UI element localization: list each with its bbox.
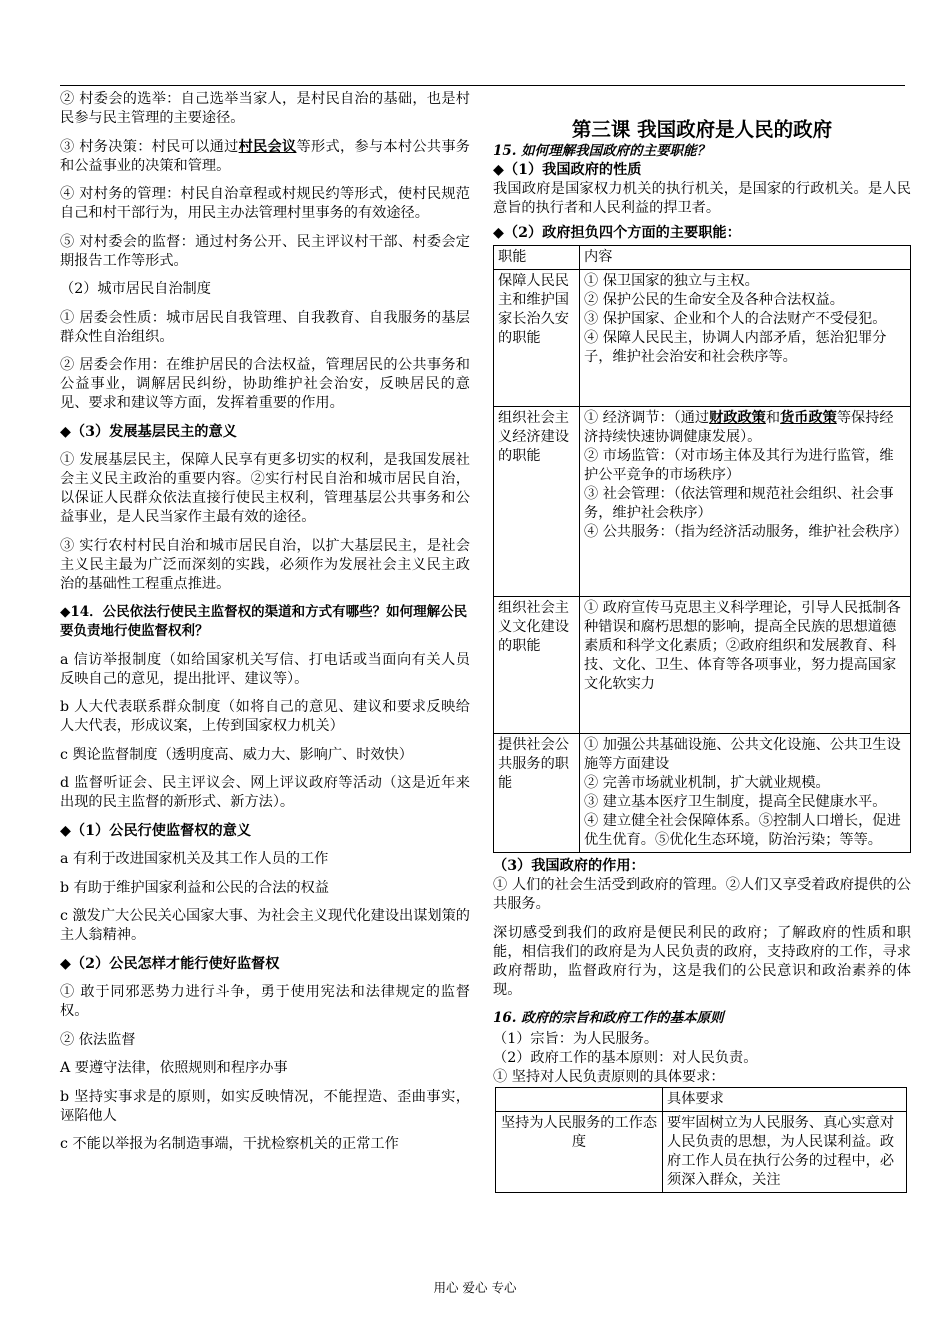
paragraph: b 坚持实事求是的原则，如实反映情况，不能捏造、歪曲事实，诬陷他人 <box>60 1088 470 1124</box>
table-row <box>494 734 911 853</box>
lesson-title: 第三课 我国政府是人民的政府 <box>571 118 833 141</box>
section-heading: ◆（2）公民怎样才能行使好监督权 <box>60 955 280 972</box>
function-name-cell: 保障人民民主和维护国家长治久安的职能 <box>494 270 580 407</box>
paragraph: ④ 对村务的管理：村民自治章程或村规民约等形式，使村民规范自己和村干部行为，用民主办法管理村里事务的有效途径。 <box>60 186 470 221</box>
table-header-cell: 内容 <box>580 246 911 270</box>
paragraph: a 信访举报制度（如给国家机关写信、打电话或当面向有关人员反映自己的意见，提出批评、建议等）。 <box>60 651 470 687</box>
question-heading: 16. 政府的宗旨和政府工作的基本原则 <box>493 1010 724 1026</box>
section-heading: ◆（1）我国政府的性质 <box>493 162 642 178</box>
question-heading: ◆14．公民依法行使民主监督权的渠道和方式有哪些？如何理解公民要负责地行使监督权利？ <box>60 604 468 639</box>
paragraph: ② 依法监督 <box>60 1031 136 1048</box>
paragraph: c 不能以举报为名制造事端，干扰检察机关的正常工作 <box>60 1136 399 1152</box>
table-row <box>494 597 911 734</box>
table-row <box>496 1112 907 1193</box>
function-content-cell: ① 加强公共基础设施、公共文化设施、公共卫生设施等方面建设 ② 完善市场就业机制，扩大就业规模。 ③ 建立基本医疗卫生制度，提高全民健康水平。 ④ 建立健全社会保障体系。⑤控制人口增长，促进优生优育。⑤优化生态环境，防治污染；等等。 <box>580 734 911 853</box>
table-header-cell: 具体要求 <box>663 1088 907 1112</box>
paragraph: （1）宗旨：为人民服务。 <box>493 1031 659 1047</box>
table-header-cell <box>496 1088 663 1112</box>
paragraph: ③ 村务决策：村民可以通过村民会议等形式，参与本村公共事务和公益事业的决策和管理。 <box>60 138 470 174</box>
section-heading: （3）我国政府的作用： <box>493 858 645 874</box>
paragraph: ② 居委会作用：在维护居民的合法权益，管理居民的公共事务和公益事业，调解居民纠纷，协助维护社会治安，反映居民的意见、要求和建议等方面，发挥着重要的作用。 <box>60 357 470 411</box>
paragraph: ③ 实行农村村民自治和城市居民自治，以扩大基层民主，是社会主义民主最为广泛而深刻的实践，必须作为发展社会主义民主政治的基础性工程重点推进。 <box>60 537 470 592</box>
paragraph: d 监督听证会、民主评议会、网上评议政府等活动（这是近年来出现的民主监督的新形式、新方法）。 <box>60 775 470 810</box>
right-column <box>493 90 911 1193</box>
paragraph: b 有助于维护国家利益和公民的合法的权益 <box>60 879 329 896</box>
section-heading: ◆（3）发展基层民主的意义 <box>60 423 237 440</box>
paragraph: c 激发广大公民关心国家大事、为社会主义现代化建设出谋划策的主人翁精神。 <box>60 908 470 943</box>
requirement-name-cell: 坚持为人民服务的工作态度 <box>496 1112 663 1193</box>
function-name-cell: 组织社会主义经济建设的职能 <box>494 407 580 597</box>
paragraph: ① 居委会性质：城市居民自我管理、自我教育、自我服务的基层群众性自治组织。 <box>60 309 470 345</box>
table-row <box>494 407 911 597</box>
function-name-cell: 组织社会主义文化建设的职能 <box>494 597 580 734</box>
section-heading: ◆（1）公民行使监督权的意义 <box>60 822 252 839</box>
paragraph: 深切感受到我们的政府是便民利民的政府；了解政府的性质和职能，相信我们的政府是为人民负责的政府，支持政府的工作，寻求政府帮助，监督政府行为，这是我们的公民意识和政治素养的体现。 <box>493 924 911 998</box>
paragraph: （2）城市居民自治制度 <box>60 281 211 297</box>
function-content-cell: ① 经济调节：（通过财政政策和货币政策等保持经济持续快速协调健康发展）。 ② 市场监管：（对市场主体及其行为进行监管，维护公平竞争的市场秩序） ③ 社会管理：（依法管理和规范社会组织、社会事务，维护社会秩序） ④ 公共服务：（指为经济活动服务，维护社会秩序） <box>580 407 911 597</box>
paragraph: A 要遵守法律，依照规则和程序办事 <box>60 1060 288 1076</box>
function-content-cell: ① 政府宣传马克思主义科学理论，引导人民抵制各种错误和腐朽思想的影响，提高全民族的思想道德素质和科学文化素质；②政府组织和发展教育、科技、文化、卫生、体育等各项事业，努力提高国家文化软实力 <box>580 597 911 734</box>
paragraph: ① 人们的社会生活受到政府的管理。②人们又享受着政府提供的公共服务。 <box>493 877 911 912</box>
paragraph: c 舆论监督制度（透明度高、威力大、影响广、时效快） <box>60 746 413 763</box>
paragraph: ⑤ 对村委会的监督：通过村务公开、民主评议村干部、村委会定期报告工作等形式。 <box>60 233 470 269</box>
paragraph: ① 敢于同邪恶势力进行斗争，勇于使用宪法和法律规定的监督权。 <box>60 984 470 1019</box>
page-footer: 用心 爱心 专心 <box>433 1280 517 1295</box>
function-content-cell: ① 保卫国家的独立与主权。 ② 保护公民的生命安全及各种合法权益。 ③ 保护国家、企业和个人的合法财产不受侵犯。 ④ 保障人民民主，协调人内部矛盾，惩治犯罪分子，维护社会治安和社会秩序等。 <box>580 270 911 407</box>
table-row <box>494 270 911 407</box>
paragraph: （2）政府工作的基本原则：对人民负责。 <box>493 1050 758 1066</box>
underlined-term: 财政政策 <box>709 410 766 426</box>
paragraph: ① 坚持对人民负责原则的具体要求： <box>493 1069 725 1085</box>
question-heading: 15. 如何理解我国政府的主要职能？ <box>493 143 711 159</box>
paragraph: b 人大代表联系群众制度（如将自己的意见、建议和要求反映给人大代表，形成议案，上传到国家权力机关） <box>60 699 470 734</box>
paragraph: 我国政府是国家权力机关的执行机关，是国家的行政机关。是人民意旨的执行者和人民利益的捍卫者。 <box>493 181 911 216</box>
table-header-row <box>494 246 911 270</box>
paragraph: ① 发展基层民主，保障人民享有更多切实的权利，是我国发展社会主义民主政治的重要内容。②实行村民自治和城市居民自治，以保证人民群众依法直接行使民主权利，管理基层公共事务和公益事业，是人民当家作主最有效的途径。 <box>60 452 470 525</box>
header-rule <box>60 85 905 86</box>
functions-table <box>493 245 911 853</box>
section-heading: ◆（2）政府担负四个方面的主要职能： <box>493 225 741 241</box>
table-header-cell: 职能 <box>494 246 580 270</box>
paragraph: a 有利于改进国家机关及其工作人员的工作 <box>60 851 329 867</box>
requirement-content-cell: 要牢固树立为人民服务、真心实意对人民负责的思想，为人民谋利益。政府工作人员在执行公务的过程中，必须深入群众，关注 <box>663 1112 907 1193</box>
table-header-row <box>496 1088 907 1112</box>
requirements-table <box>495 1087 907 1193</box>
function-name-cell: 提供社会公共服务的职能 <box>494 734 580 853</box>
left-column <box>60 90 470 1164</box>
underlined-term: 村民会议 <box>238 138 297 155</box>
paragraph: ② 村委会的选举：自己选举当家人，是村民自治的基础，也是村民参与民主管理的主要途径。 <box>60 91 470 126</box>
underlined-term: 货币政策 <box>780 410 837 426</box>
